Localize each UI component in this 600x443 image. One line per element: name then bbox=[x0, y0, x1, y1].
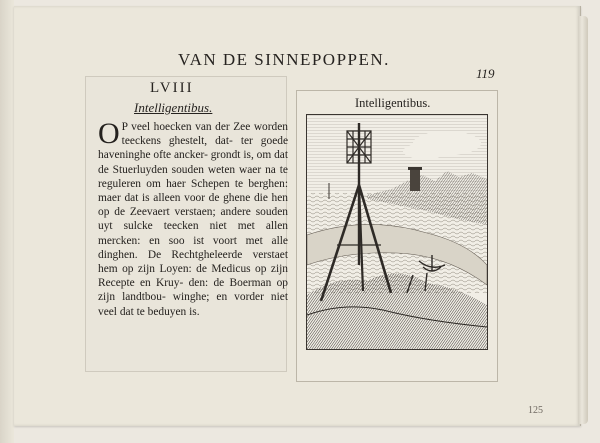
text-line: P veel hoecken van der Zee bbox=[121, 121, 254, 133]
drop-cap: O bbox=[98, 117, 120, 150]
engraving-svg bbox=[307, 115, 487, 349]
text-line: den: de Boerman op zijn landtbou- bbox=[98, 277, 288, 304]
inventory-number: 125 bbox=[528, 405, 543, 416]
emblem-text bbox=[98, 117, 288, 319]
text-line: beduyen is. bbox=[147, 305, 200, 318]
text-line: op de Zeevaert verstaen; andere bbox=[98, 206, 256, 219]
plate-caption: Intelligentibus. bbox=[355, 96, 431, 110]
text-line: om haer Schepen te berghen: maer bbox=[98, 177, 288, 205]
text-line: Medicus op zijn Recepte en Kruy- bbox=[98, 263, 288, 290]
text-line: worden teeckens ghestelt, dat- bbox=[121, 121, 288, 148]
text-line: grondt is, om dat de Stuerluyden bbox=[98, 149, 288, 176]
text-line: winghe; en vorder niet veel dat te bbox=[98, 291, 288, 318]
page-edge bbox=[578, 16, 588, 424]
binding-shadow bbox=[0, 0, 14, 443]
text-line: alle dinghen. De Rechtgheleerde bbox=[98, 234, 288, 261]
text-line: verstaet hem op zijn Loyen: de bbox=[98, 248, 288, 276]
text-line: ter goede haveninghe ofte ancker- bbox=[98, 135, 288, 162]
emblem-motto: Intelligentibus. bbox=[134, 100, 213, 115]
text-line: souden uyt sulcke teecken niet met bbox=[98, 206, 288, 233]
text-line: allen mercken: en soo ist voort met bbox=[98, 220, 288, 247]
running-head: VAN DE SINNEPOPPEN. bbox=[178, 50, 390, 69]
engraving-illustration bbox=[306, 114, 488, 350]
castle-battlement bbox=[408, 167, 422, 170]
cloud bbox=[403, 143, 447, 159]
text-line: dat is alleen voor de ghene die hen bbox=[124, 192, 288, 205]
emblem-number: LVIII bbox=[150, 80, 194, 96]
page-number: 119 bbox=[476, 66, 495, 81]
text-line: souden weten waer na te reguleren bbox=[98, 163, 288, 190]
castle-tower bbox=[410, 169, 420, 191]
